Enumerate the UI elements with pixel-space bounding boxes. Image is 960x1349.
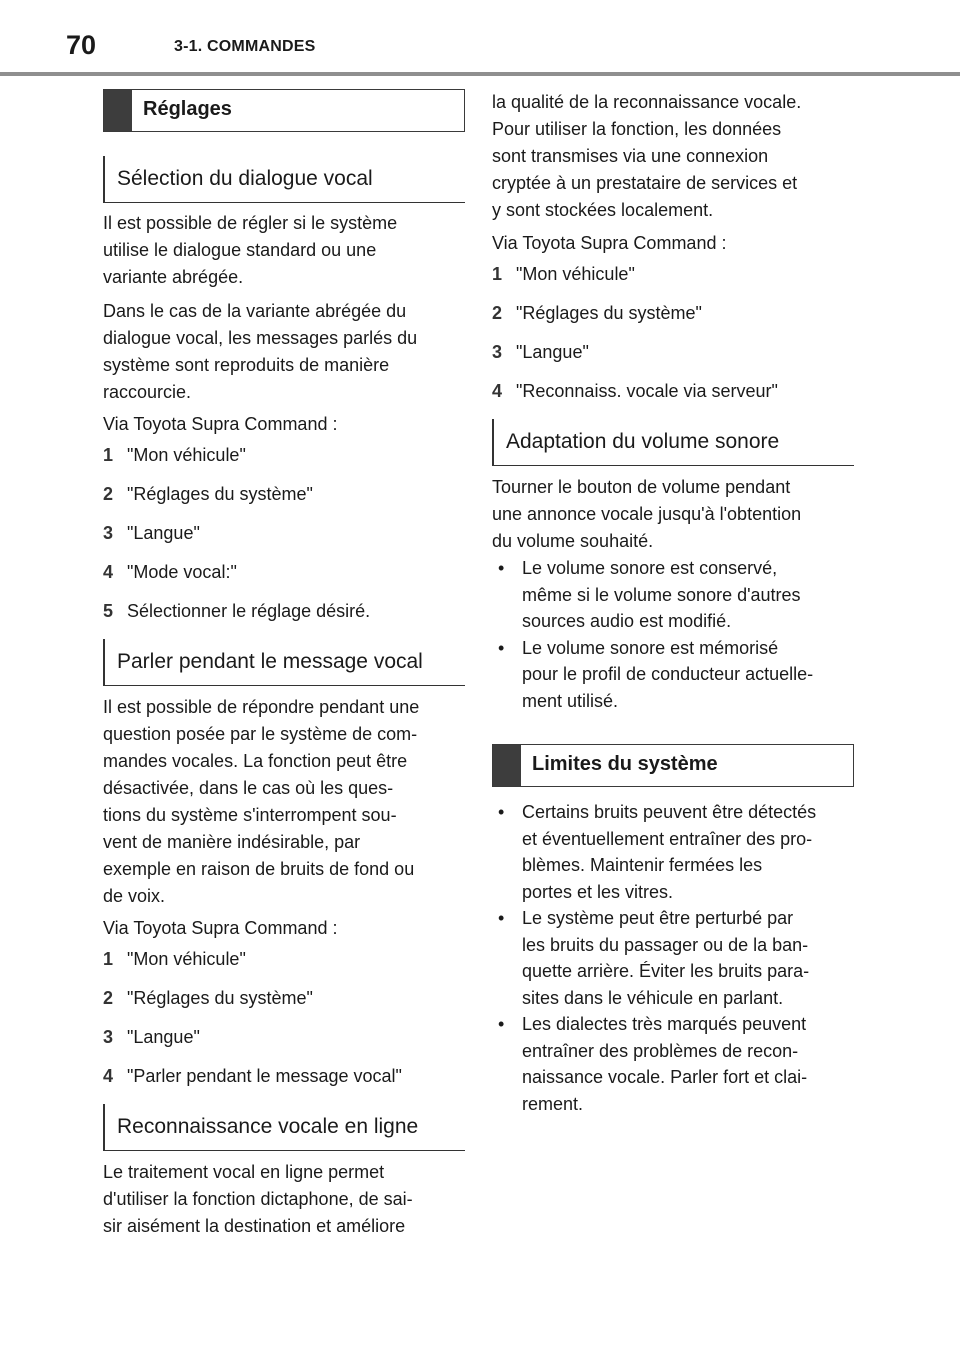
text-line: variante abrégée. (103, 267, 244, 287)
step-item (103, 520, 465, 547)
reco-heading: Reconnaissance vocale en ligne (103, 1104, 465, 1151)
step-text: "Reconnaiss. vocale via serveur" (516, 381, 778, 401)
reco-paragraph-1-continued (492, 89, 854, 224)
volume-paragraph-1 (492, 474, 854, 555)
text-line: Les dialectes très marqués peuvent (522, 1014, 807, 1034)
text-line: portes et les vitres. (522, 881, 674, 902)
text-line: sources audio est modifié. (522, 611, 732, 631)
text-line: tions du système s'interrompent sou- (103, 805, 397, 825)
step-text: "Mon véhicule" (127, 445, 246, 465)
bullet-text (522, 799, 816, 905)
text-line: raccourcie. (103, 382, 192, 402)
text-line: la qualité de la reconnaissance vocale. (492, 92, 802, 112)
step-number: 4 (103, 562, 114, 582)
dialogue-paragraph-1 (103, 210, 465, 291)
step-text: "Réglages du système" (127, 988, 313, 1008)
step-item (103, 1024, 465, 1051)
text-line: Le traitement vocal en ligne permet (103, 1162, 385, 1182)
heading-bar (493, 745, 521, 786)
step-item (492, 261, 854, 288)
dialogue-steps (103, 442, 465, 625)
text-line: d'utiliser la fonction dictaphone, de sai- (103, 1189, 413, 1209)
step-item (103, 559, 465, 586)
step-text: "Mon véhicule" (516, 264, 635, 284)
step-number: 4 (492, 381, 503, 401)
bullet-marker: • (498, 802, 505, 822)
text-line: Il est possible de régler si le système (103, 213, 398, 233)
step-number: 3 (492, 342, 503, 362)
bullet-marker: • (498, 1014, 505, 1034)
limites-heading (492, 744, 854, 787)
reco-via: Via Toyota Supra Command : (492, 233, 727, 253)
reglages-heading-text: Réglages (143, 98, 232, 120)
right-column (492, 89, 854, 1117)
bullet-item (492, 799, 854, 905)
step-text: "Mode vocal:" (127, 562, 237, 582)
step-item (103, 985, 465, 1012)
text-line: sites dans le véhicule en parlant. (522, 987, 784, 1008)
text-line: les bruits du passager ou de la ban- (522, 934, 809, 955)
text-line: naissance vocale. Parler fort et clai- (522, 1067, 808, 1087)
parler-paragraph-1 (103, 694, 465, 910)
text-line: de voix. (103, 886, 166, 906)
left-column (103, 89, 465, 1240)
step-text: "Parler pendant le message vocal" (127, 1066, 402, 1086)
text-line: quette arrière. Éviter les bruits para- (522, 961, 810, 981)
step-item (103, 481, 465, 508)
bullet-item (492, 1011, 854, 1117)
step-number: 1 (492, 264, 503, 284)
bullet-item (492, 635, 854, 715)
parler-steps (103, 946, 465, 1090)
text-line: rement. (522, 1093, 584, 1114)
section-title: 3-1. COMMANDES (174, 38, 316, 55)
step-item (492, 378, 854, 405)
step-number: 3 (103, 523, 114, 543)
reglages-heading (103, 89, 465, 132)
text-line: ment utilisé. (522, 690, 619, 711)
dialogue-paragraph-2 (103, 298, 465, 406)
bullet-item (492, 555, 854, 635)
text-line: et éventuellement entraîner des pro- (522, 828, 813, 849)
parler-heading: Parler pendant le message vocal (103, 639, 465, 686)
text-line: cryptée à un prestataire de services et (492, 173, 798, 193)
step-text: "Réglages du système" (127, 484, 313, 504)
header-rule (0, 72, 960, 76)
text-line: sont transmises via une connexion (492, 146, 769, 166)
text-line: dialogue vocal, les messages parlés du (103, 328, 418, 348)
step-item (103, 442, 465, 469)
text-line: même si le volume sonore d'autres (522, 584, 801, 605)
text-line: désactivée, dans le cas où les ques- (103, 778, 394, 798)
reco-paragraph-1 (103, 1159, 465, 1240)
text-line: sir aisément la destination et améliore (103, 1216, 406, 1236)
step-text: "Réglages du système" (516, 303, 702, 323)
text-line: mandes vocales. La fonction peut être (103, 751, 408, 771)
text-line: utilise le dialogue standard ou une (103, 240, 377, 260)
bullet-item (492, 905, 854, 1011)
text-line: Tourner le bouton de volume pendant (492, 477, 791, 497)
bullet-text (522, 905, 809, 1011)
limites-bullets (492, 799, 854, 1117)
bullet-marker: • (498, 558, 505, 578)
page-number: 70 (66, 30, 97, 60)
parler-via: Via Toyota Supra Command : (103, 918, 338, 938)
text-line: entraîner des problèmes de recon- (522, 1040, 799, 1061)
text-line: y sont stockées localement. (492, 200, 714, 220)
step-text: "Langue" (127, 1027, 200, 1047)
text-line: exemple en raison de bruits de fond ou (103, 859, 415, 879)
step-number: 2 (492, 303, 503, 323)
text-line: Le système peut être perturbé par (522, 908, 794, 928)
text-line: Le volume sonore est conservé, (522, 558, 778, 578)
step-number: 5 (103, 601, 114, 621)
step-text: "Langue" (127, 523, 200, 543)
step-number: 2 (103, 484, 114, 504)
text-line: une annonce vocale jusqu'à l'obtention (492, 504, 802, 524)
step-item (492, 339, 854, 366)
text-line: du volume souhaité. (492, 531, 654, 551)
step-item (492, 300, 854, 327)
text-line: Il est possible de répondre pendant une (103, 697, 420, 717)
text-line: vent de manière indésirable, par (103, 832, 361, 852)
bullet-marker: • (498, 908, 505, 928)
text-line: Pour utiliser la fonction, les données (492, 119, 782, 139)
step-number: 1 (103, 949, 114, 969)
text-line: pour le profil de conducteur actuelle- (522, 664, 814, 684)
text-line: système sont reproduits de manière (103, 355, 390, 375)
step-number: 2 (103, 988, 114, 1008)
text-line: Dans le cas de la variante abrégée du (103, 301, 407, 321)
dialogue-heading: Sélection du dialogue vocal (103, 156, 465, 203)
reco-steps (492, 261, 854, 405)
bullet-text (522, 1011, 807, 1117)
volume-bullets (492, 555, 854, 714)
step-text: "Langue" (516, 342, 589, 362)
step-number: 3 (103, 1027, 114, 1047)
text-line: blèmes. Maintenir fermées les (522, 855, 763, 875)
bullet-marker: • (498, 637, 505, 658)
text-line: Certains bruits peuvent être détectés (522, 802, 817, 822)
heading-bar (104, 90, 132, 131)
text-line: Le volume sonore est mémorisé (522, 637, 779, 658)
step-item (103, 1063, 465, 1090)
bullet-text (522, 635, 813, 715)
limites-heading-text: Limites du système (532, 753, 718, 775)
step-item (103, 946, 465, 973)
step-number: 1 (103, 445, 114, 465)
text-line: question posée par le système de com- (103, 724, 418, 744)
bullet-text (522, 555, 801, 635)
step-text: "Mon véhicule" (127, 949, 246, 969)
volume-heading: Adaptation du volume sonore (492, 419, 854, 466)
step-item (103, 598, 465, 625)
dialogue-via: Via Toyota Supra Command : (103, 414, 338, 434)
step-number: 4 (103, 1066, 114, 1086)
step-text: Sélectionner le réglage désiré. (127, 601, 371, 621)
